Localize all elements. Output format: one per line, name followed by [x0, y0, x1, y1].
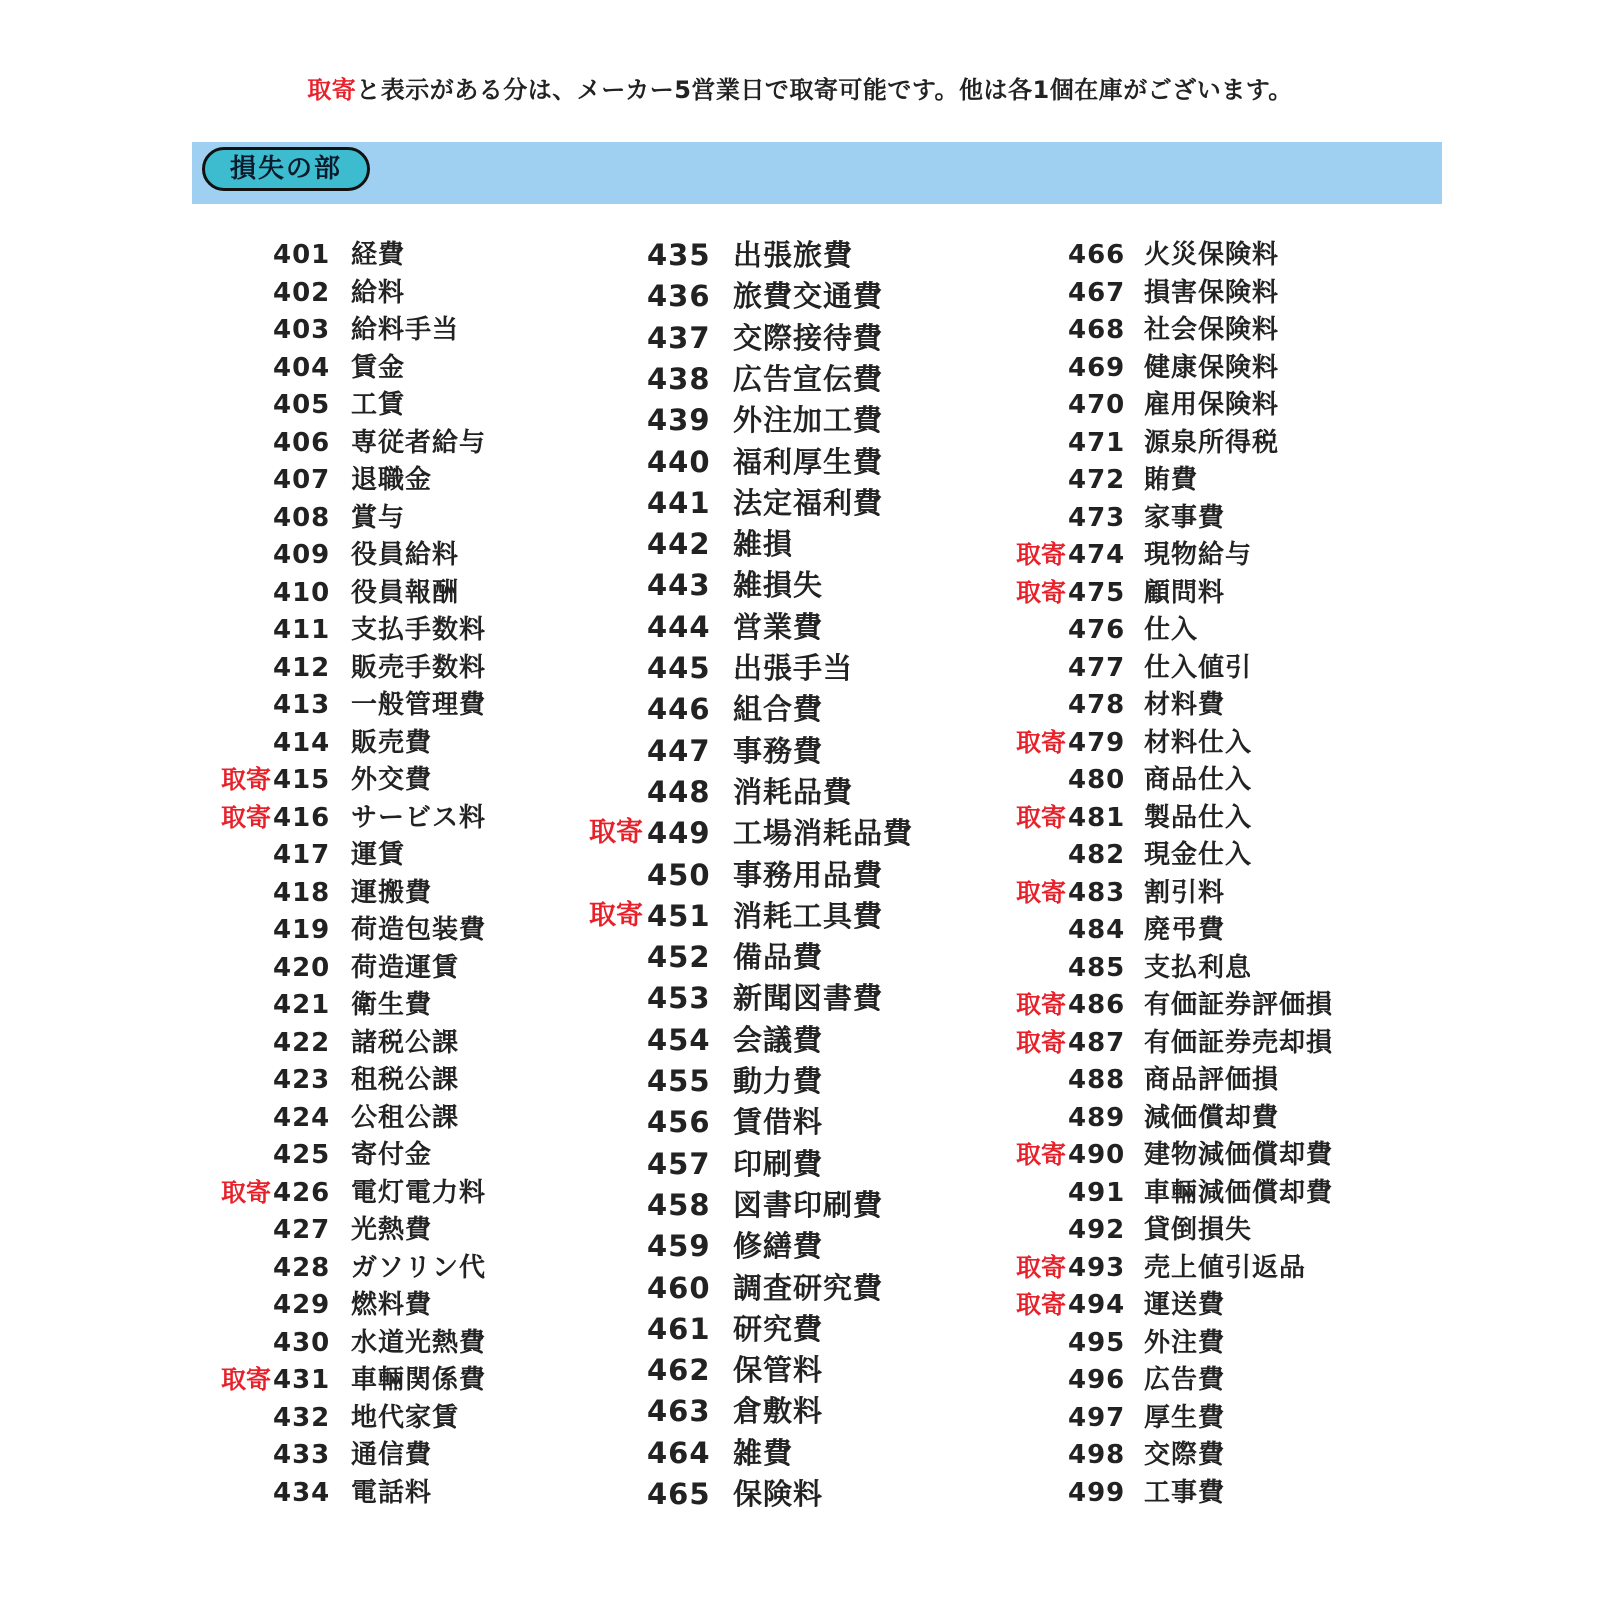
account-name: 廃弔費	[1144, 915, 1226, 945]
account-name: 外交費	[351, 765, 433, 795]
account-number: 464	[647, 1435, 711, 1470]
account-number: 417	[273, 840, 331, 870]
account-number: 422	[273, 1027, 331, 1058]
account-name: 新聞図書費	[733, 981, 884, 1016]
account-name: 倉敷料	[733, 1394, 824, 1429]
account-name: 図書印刷費	[733, 1187, 884, 1222]
account-name: 外注加工費	[733, 403, 884, 438]
account-name: 地代家賃	[351, 1402, 460, 1433]
account-number: 434	[273, 1477, 331, 1508]
account-number: 453	[647, 981, 711, 1016]
account-number: 421	[273, 990, 331, 1020]
account-number: 474	[1068, 540, 1126, 570]
account-name: 荷造包装費	[351, 915, 487, 945]
account-name: 現物給与	[1144, 540, 1253, 570]
account-name: 運送費	[1144, 1290, 1226, 1320]
account-name: 通信費	[351, 1440, 433, 1470]
account-number: 410	[273, 577, 331, 608]
account-number: 492	[1068, 1215, 1126, 1245]
account-number: 409	[273, 540, 331, 570]
account-name: 広告宣伝費	[733, 361, 884, 396]
account-name: 工事費	[1144, 1477, 1226, 1508]
account-name: 給料	[351, 277, 406, 308]
account-number: 475	[1068, 577, 1126, 608]
order-tag: 取寄	[220, 802, 271, 832]
order-tag: 取寄	[1015, 1252, 1066, 1282]
account-number: 442	[647, 527, 711, 562]
account-name: 賃借料	[733, 1105, 824, 1140]
account-name: 支払手数料	[351, 615, 487, 645]
account-name: 研究費	[733, 1311, 824, 1346]
account-name: 有価証券評価損	[1144, 990, 1334, 1020]
account-number: 440	[647, 444, 711, 479]
account-name: 車輛減価償却費	[1144, 1177, 1334, 1208]
order-tag: 取寄	[220, 765, 271, 794]
account-number: 456	[647, 1105, 711, 1140]
account-number: 470	[1068, 390, 1126, 420]
notice-text: と表示がある分は、メーカー5営業日で取寄可能です。他は各1個在庫がございます。	[356, 76, 1293, 104]
account-number: 473	[1068, 502, 1126, 533]
account-name: 会議費	[733, 1022, 824, 1057]
account-number: 406	[273, 427, 331, 458]
account-number: 493	[1068, 1252, 1126, 1283]
account-number: 478	[1068, 690, 1126, 720]
account-number: 460	[647, 1270, 711, 1305]
account-number: 468	[1068, 315, 1126, 345]
account-name: 燃料費	[351, 1290, 433, 1320]
account-name: 給料手当	[351, 315, 460, 345]
account-number: 420	[273, 952, 331, 983]
order-tag: 取寄	[1015, 1290, 1066, 1319]
account-name: 家事費	[1144, 502, 1226, 533]
account-name: 消耗品費	[733, 774, 854, 809]
account-number: 405	[273, 390, 331, 420]
account-name: 退職金	[351, 465, 433, 495]
account-name: 商品仕入	[1144, 765, 1253, 795]
account-number: 429	[273, 1290, 331, 1320]
account-name: 減価償却費	[1144, 1102, 1280, 1133]
account-name: 賃金	[351, 352, 406, 383]
account-name: 仕入	[1144, 615, 1199, 645]
account-number: 463	[647, 1394, 711, 1429]
account-number: 480	[1068, 765, 1126, 795]
account-number: 496	[1068, 1365, 1126, 1395]
account-name: 組合費	[733, 692, 824, 727]
account-name: 営業費	[733, 609, 824, 644]
account-name: 租税公課	[351, 1065, 460, 1095]
account-name: 売上値引返品	[1144, 1252, 1307, 1283]
account-name: サービス料	[351, 802, 487, 833]
account-number: 466	[1068, 240, 1126, 270]
account-name: 割引料	[1144, 877, 1226, 908]
account-number: 423	[273, 1065, 331, 1095]
account-number: 430	[273, 1327, 331, 1358]
account-number: 465	[647, 1477, 711, 1511]
account-name: 交際費	[1144, 1440, 1226, 1470]
account-name: 火災保険料	[1144, 240, 1280, 270]
account-name: 貸倒損失	[1144, 1215, 1253, 1245]
order-tag: 取寄	[220, 1177, 271, 1207]
account-number: 414	[273, 727, 331, 758]
account-name: 雑損	[733, 527, 794, 562]
account-number: 438	[647, 361, 711, 396]
account-name: 材料費	[1144, 690, 1226, 720]
account-name: 運搬費	[351, 877, 433, 908]
account-number: 444	[647, 609, 711, 644]
account-number: 401	[273, 240, 331, 270]
account-name: 現金仕入	[1144, 840, 1253, 870]
account-number: 450	[647, 857, 711, 892]
account-number: 447	[647, 733, 711, 768]
account-name: 交際接待費	[733, 320, 884, 355]
account-number: 448	[647, 774, 711, 809]
account-name: 保管料	[733, 1353, 824, 1388]
account-number: 424	[273, 1102, 331, 1133]
account-number: 407	[273, 465, 331, 495]
account-number: 491	[1068, 1177, 1126, 1208]
account-number: 454	[647, 1022, 711, 1057]
account-name: 支払利息	[1144, 952, 1253, 983]
order-tag: 取寄	[589, 817, 643, 849]
account-number: 488	[1068, 1065, 1126, 1095]
account-number: 458	[647, 1187, 711, 1222]
account-name: 仕入値引	[1144, 652, 1253, 683]
account-name: 厚生費	[1144, 1402, 1226, 1433]
account-name: 損害保険料	[1144, 277, 1280, 308]
account-name: 健康保険料	[1144, 352, 1280, 383]
account-name: 雇用保険料	[1144, 390, 1280, 420]
account-number: 415	[273, 765, 331, 795]
account-name: 出張手当	[733, 651, 854, 685]
order-tag: 取寄	[1015, 1027, 1066, 1057]
account-number: 426	[273, 1177, 331, 1208]
account-number: 431	[273, 1365, 331, 1395]
account-name: 保険料	[733, 1477, 824, 1511]
account-number: 462	[647, 1353, 711, 1388]
account-number: 485	[1068, 952, 1126, 983]
account-number: 483	[1068, 877, 1126, 908]
account-number: 457	[647, 1146, 711, 1181]
account-name: 光熱費	[351, 1215, 433, 1245]
account-number: 469	[1068, 352, 1126, 383]
account-name: 印刷費	[733, 1146, 824, 1181]
account-number: 490	[1068, 1140, 1126, 1170]
account-number: 419	[273, 915, 331, 945]
account-number: 432	[273, 1402, 331, 1433]
account-name: 修繕費	[733, 1229, 824, 1264]
account-name: 公租公課	[351, 1102, 460, 1133]
account-number: 408	[273, 502, 331, 533]
account-number: 482	[1068, 840, 1126, 870]
account-name: 寄付金	[351, 1140, 433, 1170]
account-number: 428	[273, 1252, 331, 1283]
account-name: 役員報酬	[351, 577, 460, 608]
account-name: 商品評価損	[1144, 1065, 1280, 1095]
order-tag: 取寄	[1015, 727, 1066, 757]
account-name: 水道光熱費	[351, 1327, 487, 1358]
account-number: 481	[1068, 802, 1126, 833]
account-name: 法定福利費	[733, 485, 884, 520]
account-name: 雑費	[733, 1435, 794, 1470]
account-name: 顧問料	[1144, 577, 1226, 608]
account-name: 一般管理費	[351, 690, 487, 720]
account-name: 販売費	[351, 727, 433, 758]
order-tag: 取寄	[1015, 577, 1066, 607]
account-name: 出張旅費	[733, 238, 854, 272]
account-name: 事務用品費	[733, 857, 884, 892]
account-name: 工場消耗品費	[733, 816, 914, 851]
account-number: 497	[1068, 1402, 1126, 1433]
account-name: 福利厚生費	[733, 444, 884, 479]
account-name: 電灯電力料	[351, 1177, 487, 1208]
account-number: 471	[1068, 427, 1126, 458]
account-name: 専従者給与	[351, 427, 487, 458]
account-number: 412	[273, 652, 331, 683]
account-name: 建物減価償却費	[1144, 1140, 1334, 1170]
account-name: 消耗工具費	[733, 898, 884, 933]
account-name: 雑損失	[733, 568, 824, 603]
order-tag: 取寄	[1015, 802, 1066, 832]
account-name: 賄費	[1144, 465, 1199, 495]
account-number: 404	[273, 352, 331, 383]
order-tag: 取寄	[589, 899, 643, 931]
account-number: 446	[647, 692, 711, 727]
account-number: 479	[1068, 727, 1126, 758]
account-name: 調査研究費	[733, 1270, 884, 1305]
account-name: 荷造運賃	[351, 952, 460, 983]
account-name: 事務費	[733, 733, 824, 768]
account-number: 437	[647, 320, 711, 355]
account-name: 社会保険料	[1144, 315, 1280, 345]
account-number: 435	[647, 238, 711, 272]
account-name: 賞与	[351, 502, 406, 533]
availability-notice	[0, 70, 1600, 105]
account-number: 459	[647, 1229, 711, 1264]
account-number: 494	[1068, 1290, 1126, 1320]
account-name: 動力費	[733, 1064, 824, 1098]
account-name: 有価証券売却損	[1144, 1027, 1334, 1058]
account-number: 433	[273, 1440, 331, 1470]
account-name: 備品費	[733, 940, 824, 975]
account-name: 外注費	[1144, 1327, 1226, 1358]
account-name: 電話料	[351, 1477, 433, 1508]
account-number: 467	[1068, 277, 1126, 308]
order-tag: 取寄	[1015, 877, 1066, 907]
account-number: 416	[273, 802, 331, 833]
account-number: 441	[647, 485, 711, 520]
account-number: 461	[647, 1311, 711, 1346]
account-name: 材料仕入	[1144, 727, 1253, 758]
account-number: 443	[647, 568, 711, 603]
account-name: ガソリン代	[351, 1252, 487, 1283]
account-name: 運賃	[351, 840, 406, 870]
account-number: 413	[273, 690, 331, 720]
section-title: 損失の部	[202, 147, 370, 191]
account-number: 489	[1068, 1102, 1126, 1133]
account-name: 車輛関係費	[351, 1365, 487, 1395]
order-tag: 取寄	[1015, 990, 1066, 1019]
account-number: 439	[647, 403, 711, 438]
account-number: 452	[647, 940, 711, 975]
account-number: 427	[273, 1215, 331, 1245]
account-number: 499	[1068, 1477, 1126, 1508]
account-name: 広告費	[1144, 1365, 1226, 1395]
account-number: 495	[1068, 1327, 1126, 1358]
account-number: 411	[273, 615, 331, 645]
account-name: 旅費交通費	[733, 279, 884, 314]
account-name: 経費	[351, 240, 406, 270]
account-name: 販売手数料	[351, 652, 487, 683]
account-number: 418	[273, 877, 331, 908]
account-number: 402	[273, 277, 331, 308]
account-number: 451	[647, 898, 711, 933]
account-name: 工賃	[351, 390, 406, 420]
account-number: 472	[1068, 465, 1126, 495]
account-number: 487	[1068, 1027, 1126, 1058]
section-banner	[192, 142, 1442, 204]
account-number: 445	[647, 651, 711, 685]
account-number: 486	[1068, 990, 1126, 1020]
notice-highlight: 取寄	[307, 76, 357, 104]
order-tag: 取寄	[220, 1365, 271, 1394]
account-name: 製品仕入	[1144, 802, 1253, 833]
account-number: 436	[647, 279, 711, 314]
account-number: 403	[273, 315, 331, 345]
account-number: 498	[1068, 1440, 1126, 1470]
account-name: 役員給料	[351, 540, 460, 570]
account-number: 455	[647, 1064, 711, 1098]
order-tag: 取寄	[1015, 1140, 1066, 1169]
order-tag: 取寄	[1015, 540, 1066, 569]
account-number: 477	[1068, 652, 1126, 683]
account-number: 449	[647, 816, 711, 851]
account-name: 源泉所得税	[1144, 427, 1280, 458]
account-name: 衛生費	[351, 990, 433, 1020]
account-number: 476	[1068, 615, 1126, 645]
account-name: 諸税公課	[351, 1027, 460, 1058]
account-number: 425	[273, 1140, 331, 1170]
account-number: 484	[1068, 915, 1126, 945]
